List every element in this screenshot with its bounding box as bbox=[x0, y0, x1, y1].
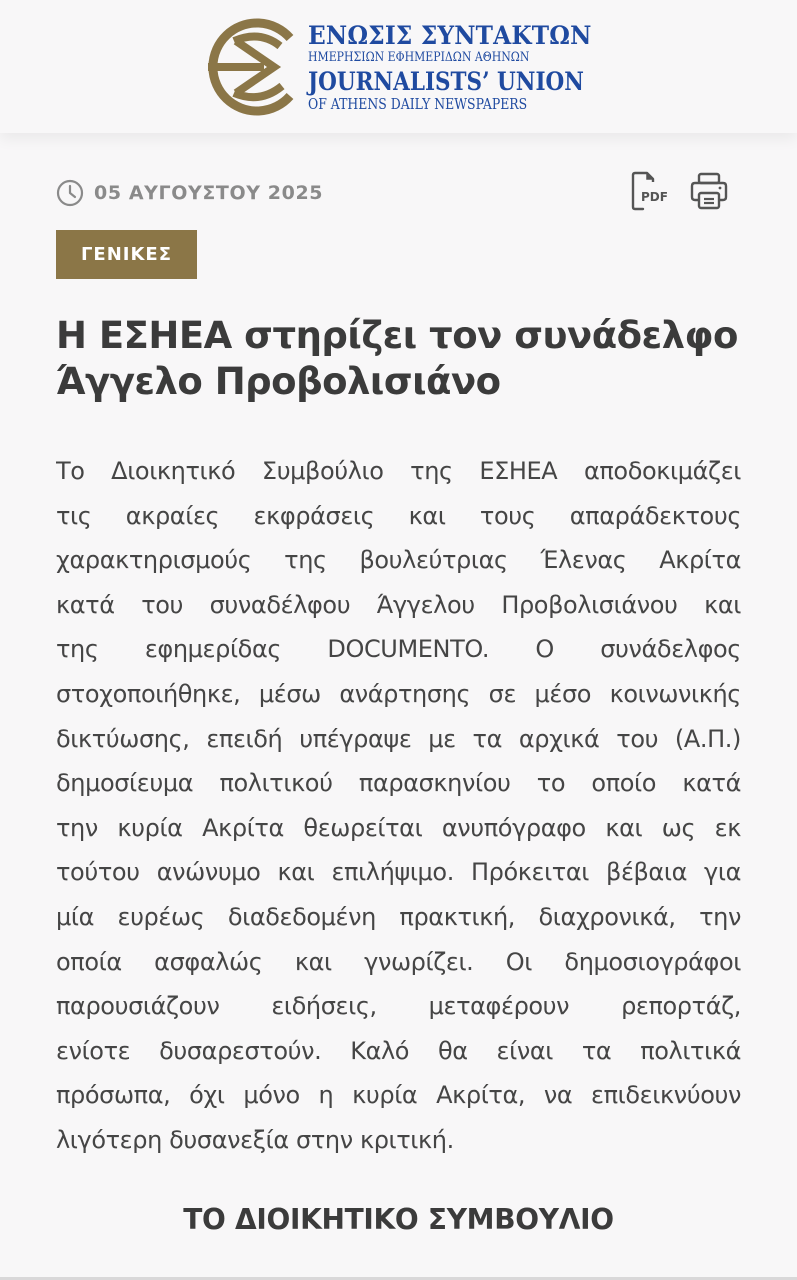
body-line: λιγότερη δυσανεξία στην κριτική. bbox=[56, 1125, 454, 1154]
body-line: Το Διοικητικό Συμβούλιο της ΕΣΗΕΑ αποδοκιμάζει bbox=[56, 457, 741, 485]
body-line: δικτύωσης, επειδή υπέγραψε με τα αρχικά του (Α.Π.) bbox=[56, 724, 741, 753]
site-header bbox=[0, 0, 797, 133]
svg-text:PDF: PDF bbox=[641, 190, 668, 204]
body-line: μία ευρέως διαδεδομένη πρακτική, διαχρονικά, την bbox=[56, 902, 741, 931]
logo-line-greek-title: ΕΝΩΣΙΣ ΣΥΝΤΑΚΤΩΝ bbox=[308, 20, 592, 50]
body-line: τούτου ανώνυμο και επιλήψιμο. Πρόκειται βέβαια για bbox=[56, 858, 741, 887]
clock-icon bbox=[56, 179, 84, 207]
body-line: παρουσιάζουν ειδήσεις, μεταφέρουν ρεπορτάζ, bbox=[56, 992, 741, 1021]
logo-line-english-subtitle: OF ATHENS DAILY NEWSPAPERS bbox=[308, 94, 528, 113]
print-button[interactable] bbox=[688, 170, 730, 212]
pdf-file-icon bbox=[629, 170, 669, 212]
body-line: κατά του συναδέλφου Άγγελου Προβολισιάνου και bbox=[56, 590, 741, 619]
body-line: οποία ασφαλώς και γνωρίζει. Οι δημοσιογράφοι bbox=[56, 947, 741, 976]
site-logo[interactable] bbox=[202, 16, 597, 118]
body-line: πρόσωπα, όχι μόνο η κυρία Ακρίτα, να επιδεικνύουν bbox=[56, 1081, 741, 1110]
article-title-line: Η ΕΣΗΕΑ στηρίζει τον συνάδελφο bbox=[56, 314, 738, 357]
body-line: στοχοποιήθηκε, μέσω ανάρτησης σε μέσο κοινωνικής bbox=[56, 679, 741, 708]
esiea-logo-mark-icon bbox=[202, 16, 304, 118]
article-meta bbox=[56, 173, 740, 213]
category-badge[interactable]: ΓΕΝΙΚΕΣ bbox=[56, 230, 197, 279]
body-line: χαρακτηρισμούς της βουλεύτριας Έλενας Ακρίτα bbox=[56, 546, 741, 575]
body-line: ενίοτε δυσαρεστούν. Καλό θα είναι τα πολιτικά bbox=[56, 1036, 741, 1065]
logo-line-english-title: JOURNALISTS’ UNION bbox=[308, 66, 584, 96]
article-title-line: Άγγελο Προβολισιάνο bbox=[56, 360, 501, 403]
article-date bbox=[56, 179, 323, 207]
logo-line-greek-subtitle: ΗΜΕΡΗΣΙΩΝ ΕΦΗΜΕΡΙΔΩΝ ΑΘΗΝΩΝ bbox=[308, 49, 530, 65]
body-line: τις ακραίες εκφράσεις και τους απαράδεκτους bbox=[56, 501, 741, 530]
article-title bbox=[56, 313, 746, 405]
article-tools bbox=[628, 170, 730, 212]
article-body bbox=[56, 449, 741, 1163]
logo-wordmark bbox=[308, 20, 629, 113]
body-line: την κυρία Ακρίτα θεωρείται ανυπόγραφο και ως εκ bbox=[56, 813, 741, 842]
body-line: της εφημερίδας DOCUMENTO. Ο συνάδελφος bbox=[56, 635, 741, 664]
pdf-button[interactable] bbox=[628, 170, 670, 212]
body-line: δημοσίευμα πολιτικού παρασκηνίου το οποίο κατά bbox=[56, 769, 741, 798]
article-date-text: 05 ΑΥΓΟΥΣΤΟΥ 2025 bbox=[94, 182, 324, 204]
article-signature: ΤΟ ΔΙΟΙΚΗΤΙΚΟ ΣΥΜΒΟΥΛΙΟ bbox=[183, 1203, 614, 1236]
printer-icon bbox=[689, 171, 729, 211]
